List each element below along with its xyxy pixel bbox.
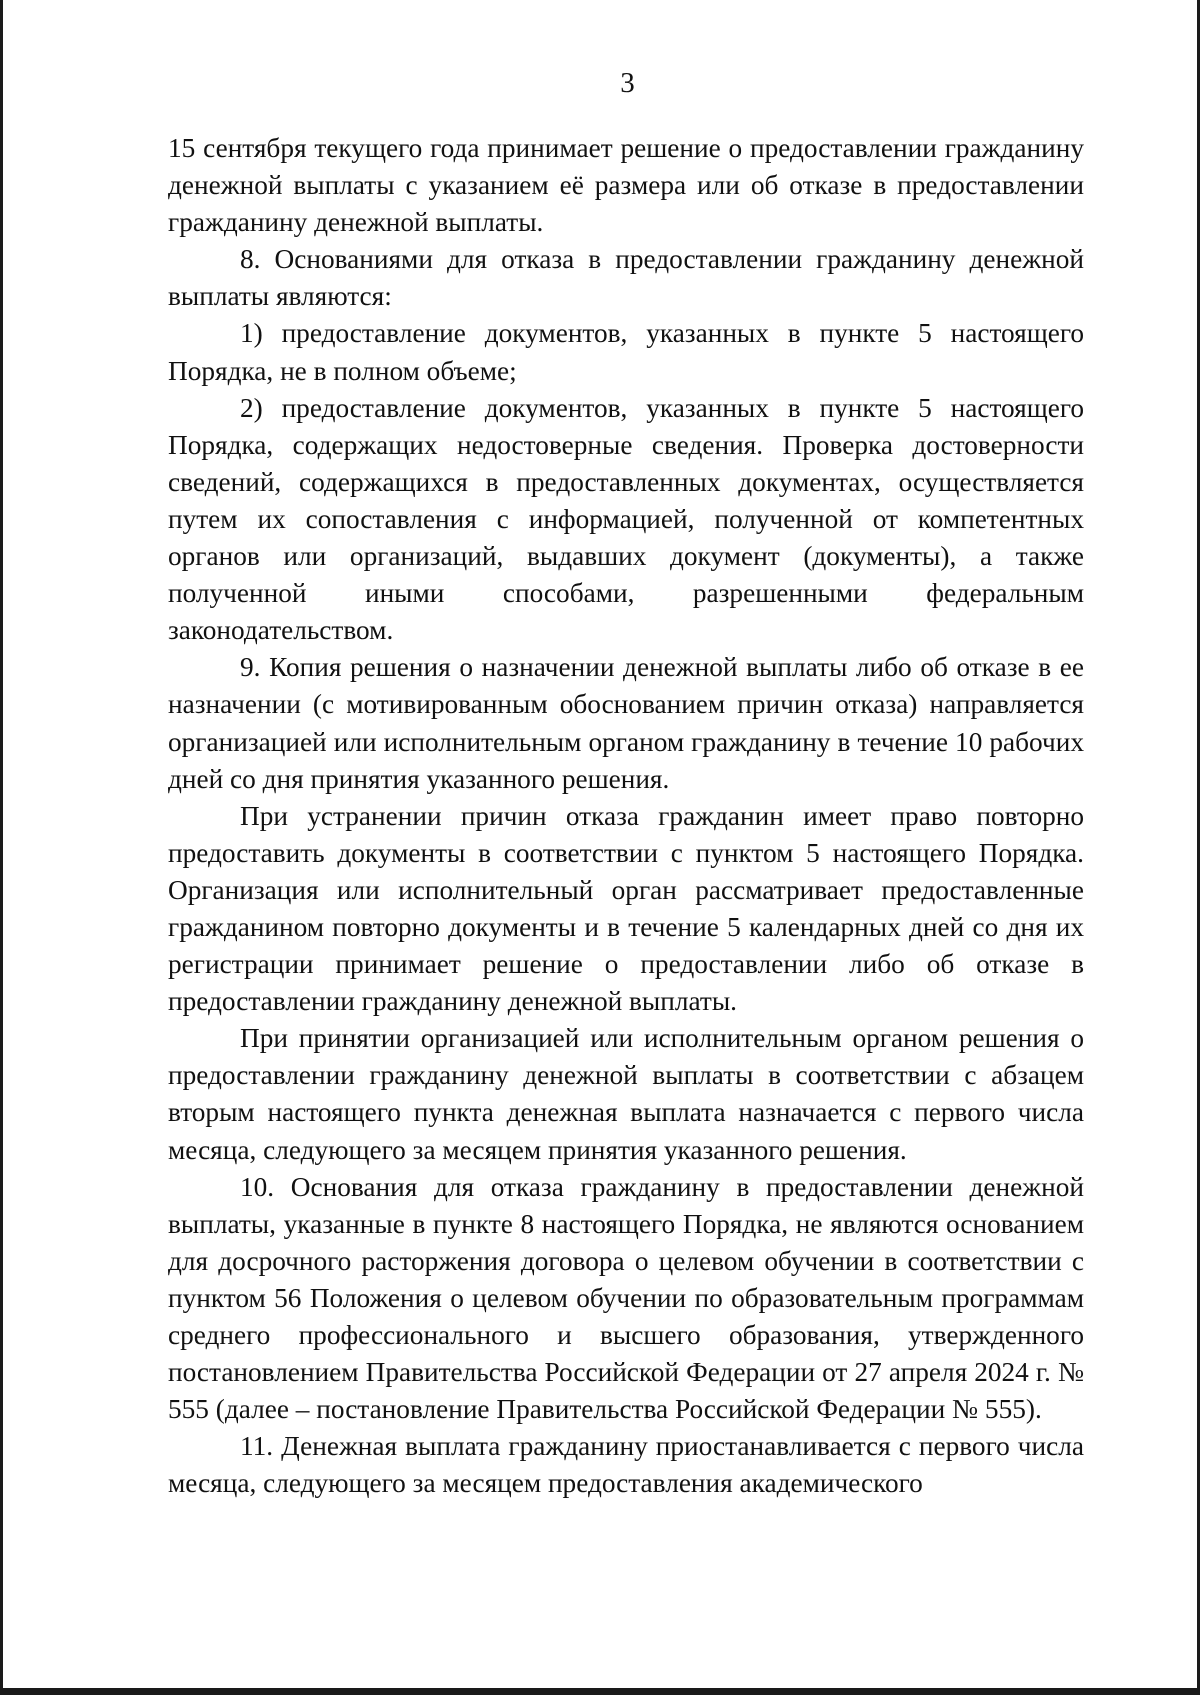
paragraph: 8. Основаниями для отказа в предоставлении гражданину денежной выплаты являются: <box>168 244 1084 312</box>
scan-border-left <box>0 0 3 1695</box>
paragraph: При принятии организацией или исполнительным органом решения о предоставлении гражданину денежной выплаты в соответствии с абзацем вторым настоящего пункта денежная выплата назначается с первого числа месяца, следующего за месяцем принятия указанного решения. <box>168 1023 1084 1165</box>
paragraph: 15 сентября текущего года принимает решение о предоставлении гражданину денежной выплаты с указанием её размера или об отказе в предоставлении гражданину денежной выплаты. <box>168 133 1084 238</box>
paragraph: 10. Основания для отказа гражданину в предоставлении денежной выплаты, указанные в пункте 8 настоящего Порядка, не являются основанием для досрочного расторжения договора о целевом обучении в соответствии с пунктом 56 Положения о целевом обучении по образовательным программам среднего профессионального и высшего образования, утвержденного постановлением Правительства Российской Федерации от 27 апреля 2024 г. № 555 (далее – постановление Правительства Российской Федерации № 555). <box>168 1171 1084 1425</box>
list-item: 1) предоставление документов, указанных в пункте 5 настоящего Порядка, не в полном объеме; <box>168 318 1084 386</box>
paragraph: 9. Копия решения о назначении денежной выплаты либо об отказе в ее назначении (с мотивированным обоснованием причин отказа) направляется организацией или исполнительным органом гражданину в течение 10 рабочих дней со дня принятия указанного решения. <box>168 652 1084 794</box>
paragraph: При устранении причин отказа гражданин имеет право повторно предоставить документы в соответствии с пунктом 5 настоящего Порядка. Организация или исполнительный орган рассматривает предоставленные гражданином повторно документы и в течение 5 календарных дней со дня их регистрации принимает решение о предоставлении либо об отказе в предоставлении гражданину денежной выплаты. <box>168 800 1084 1017</box>
page-number: 3 <box>620 67 635 99</box>
document-body <box>168 130 1084 1502</box>
list-item: 2) предоставление документов, указанных в пункте 5 настоящего Порядка, содержащих недостоверные сведения. Проверка достоверности сведений, содержащихся в предоставленных документах, осуществляется путем их сопоставления с информацией, полученной от компетентных органов или организаций, выдавших документ (документы), а также полученной иными способами, разрешенными федеральным законодательством. <box>168 392 1084 646</box>
paragraph: 11. Денежная выплата гражданину приостанавливается с первого числа месяца, следующего за месяцем предоставления академического <box>168 1431 1084 1499</box>
scan-border-bottom <box>0 1688 1200 1695</box>
